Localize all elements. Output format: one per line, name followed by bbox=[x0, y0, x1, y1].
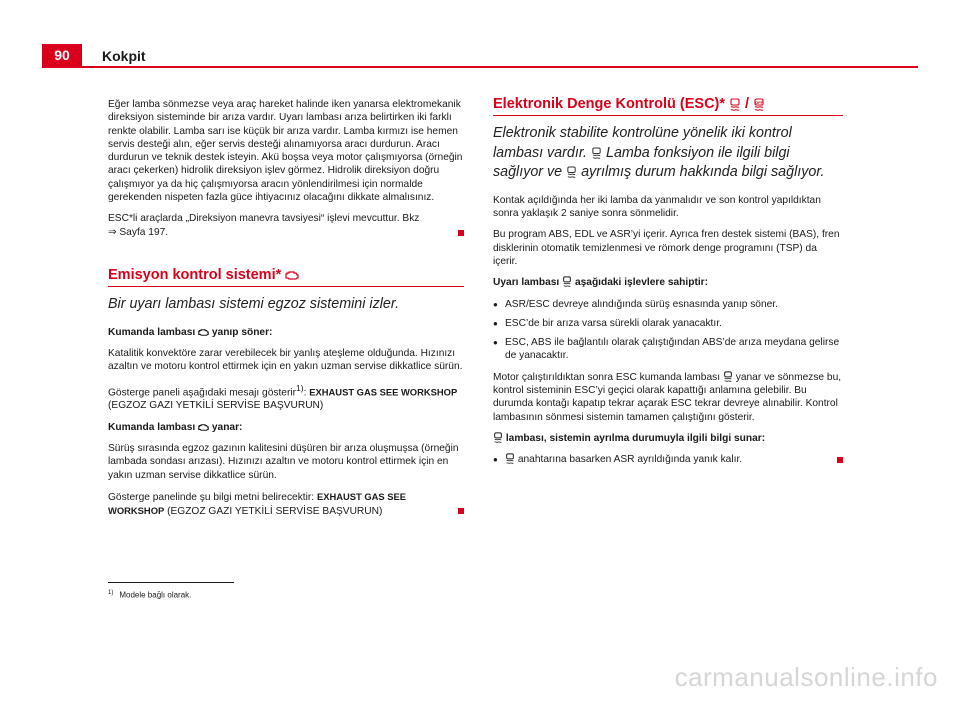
display-message: EXHAUST GAS SEE WORKSHOP bbox=[309, 386, 458, 398]
list-item: ● ESC’de bir arıza varsa sürekli olarak yanacaktır. bbox=[493, 317, 843, 330]
esc-off-icon bbox=[566, 166, 577, 178]
esc-off-icon bbox=[753, 98, 765, 111]
footnote-mark: 1) bbox=[108, 590, 114, 596]
section-title-text: Emisyon kontrol sistemi* bbox=[108, 266, 282, 283]
paragraph: Sürüş sırasında egzoz gazının kalitesini düşüren bir arıza oluşmuşsa (örneğin lambada sondası arızası). Hızınızı azaltın ve motoru kontrol ettirmek için en yakın uzman servise dikkatlice sürün. bbox=[108, 442, 459, 481]
page-title: Kokpit bbox=[102, 48, 146, 64]
watermark: carmanualsonline.info bbox=[674, 662, 938, 692]
paragraph bbox=[493, 371, 843, 424]
paragraph bbox=[108, 490, 464, 519]
engine-check-icon bbox=[285, 270, 299, 281]
subheading-text: yanar: bbox=[211, 421, 243, 433]
subheading-text: yanıp söner: bbox=[211, 326, 273, 338]
subheading bbox=[108, 326, 464, 339]
subheading-text: lambası, sistemin ayrılma durumuyla ilgili bilgi sunar: bbox=[505, 432, 766, 444]
intro-text: Elektronik stabilite kontrolüne yönelik iki kontrol lambası vardır. bbox=[493, 125, 792, 161]
paragraph: Bu program ABS, EDL ve ASR’yi içerir. Ayrıca fren destek sistemi (BAS), fren disklerinin otomatik temizlenmesi ve römork denge programını (TSP) da içerir. bbox=[493, 229, 840, 267]
section-title-esc bbox=[493, 98, 843, 116]
intro-text: ayrılmış durum hakkında bilgi sağlıyor. bbox=[581, 164, 825, 181]
section-end-mark bbox=[837, 457, 843, 463]
list-item: ● ESC, ABS ile bağlantılı olarak çalıştığından ABS’de arıza meydana gelirse de yanacaktır. bbox=[493, 336, 843, 363]
paragraph-text: : bbox=[303, 387, 307, 399]
paragraph: Kontak açıldığında her iki lamba da yanmalıdır ve son kontrol yapıldıktan sonra yaklaşık 2 saniye sonra sönmelidir. bbox=[493, 194, 821, 220]
page-number: 90 bbox=[42, 44, 82, 67]
esc-skid-icon bbox=[562, 276, 572, 287]
paragraph bbox=[108, 382, 464, 413]
title-separator: / bbox=[745, 96, 750, 112]
esc-skid-icon bbox=[723, 371, 733, 382]
esc-off-icon bbox=[493, 432, 503, 443]
subheading bbox=[493, 276, 843, 289]
paragraph-text: Motor çalıştırıldıktan sonra ESC kumanda lambası bbox=[493, 371, 721, 383]
paragraph-text: yanar ve sönmezse bu, kontrol sisteminin ESC’yi geçici olarak kapattığı anlamına gelebilir. Bu durumda kontağı kapatıp tekrar açarak ESC tekrar devreye alınabilir. Kontrol lambasının sönmesi sistemin tamamen çalıştığını gösterir. bbox=[493, 371, 842, 423]
footnote-rule bbox=[108, 582, 234, 583]
esc-skid-icon bbox=[729, 98, 741, 111]
subheading-text: Kumanda lambası bbox=[108, 421, 196, 433]
paragraph: Eğer lamba sönmezse veya araç hareket halinde iken yanarsa elektromekanik direksiyon sisteminde bir arıza vardır. Uyarı lambası arıza belirtirken iki farklı renkte olabilir. Lamba sarı ise küçük bir arıza vardır. Lamba kırmızı ise hemen servis desteği alın, eğer servis desteği alınamıyorsa aracı durdurun. Aracı durdurun ve teknik destek isteyin. Akü boşsa veya motor çalışmıyorsa (örneğin aracı çekerken) hidrolik direksiyon işlev görmez. Hidrolik direksiyon doğru çalışmıyor ya da hiç çalışmıyorsa aracın yönlendirilmesi için normalde gerekenden nispeten fazla güce ihtiyacınız olacağını dikkate almalısınız. bbox=[108, 99, 463, 204]
list-item bbox=[493, 453, 843, 466]
esc-skid-icon bbox=[591, 147, 602, 159]
paragraph-text: (EGZOZ GAZI YETKİLİ SERVİSE BAŞVURUN) bbox=[108, 400, 324, 412]
footnote-text: Modele bağlı olarak. bbox=[119, 590, 192, 600]
footnote-ref: 1) bbox=[296, 382, 304, 393]
header-rule bbox=[42, 66, 918, 68]
section-end-mark bbox=[458, 508, 464, 514]
paragraph: Katalitik konvektöre zarar verebilecek bir yanlış ateşleme olduğunda. Hızınızı azaltın ve motoru kontrol ettirmek için en yakın uzman servise dikkatlice sürün. bbox=[108, 348, 463, 373]
list-item-text: anahtarına basarken ASR ayrıldığında yanık kalır. bbox=[517, 454, 743, 466]
engine-check-icon bbox=[198, 423, 209, 432]
page-reference-link[interactable]: Sayfa 197. bbox=[119, 226, 169, 238]
intro-text: Lamba fonksiyon ile ilgili bilgi sağlıyor ve bbox=[493, 144, 790, 181]
subheading-text: aşağıdaki işlevlere sahiptir: bbox=[574, 277, 709, 289]
section-title-text: Elektronik Denge Kontrolü (ESC)* bbox=[493, 96, 726, 112]
engine-check-icon bbox=[198, 328, 209, 337]
paragraph-text: Gösterge panelinde şu bilgi metni belirecektir: bbox=[108, 491, 315, 503]
subheading bbox=[493, 432, 843, 445]
footnote bbox=[108, 590, 191, 600]
right-column bbox=[493, 98, 843, 473]
paragraph-reference bbox=[108, 212, 464, 239]
subheading bbox=[108, 421, 464, 434]
svg-text:OFF: OFF bbox=[755, 100, 764, 106]
paragraph-text: (EGZOZ GAZI YETKİLİ SERVİSE BAŞVURUN) bbox=[167, 506, 383, 518]
section-title-emission bbox=[108, 266, 464, 287]
list-item: ● ASR/ESC devreye alındığında sürüş esnasında yanıp söner. bbox=[493, 298, 843, 311]
display-message: EXHAUST GAS SEE WORKSHOP bbox=[108, 490, 407, 517]
arrow-icon: ⇒ bbox=[108, 226, 117, 238]
section-intro bbox=[493, 124, 843, 183]
subheading-text: Uyarı lambası bbox=[493, 277, 560, 289]
esc-off-icon bbox=[505, 453, 515, 464]
section-intro: Bir uyarı lambası sistemi egzoz sistemini izler. bbox=[108, 296, 400, 313]
subheading-text: Kumanda lambası bbox=[108, 326, 196, 338]
paragraph-text: ESC*li araçlarda „Direksiyon manevra tavsiyesi“ işlevi mevcuttur. Bkz bbox=[108, 213, 420, 225]
left-column bbox=[108, 98, 464, 526]
section-end-mark bbox=[458, 230, 464, 236]
paragraph-text: Gösterge paneli aşağıdaki mesajı gösterir bbox=[108, 387, 297, 399]
